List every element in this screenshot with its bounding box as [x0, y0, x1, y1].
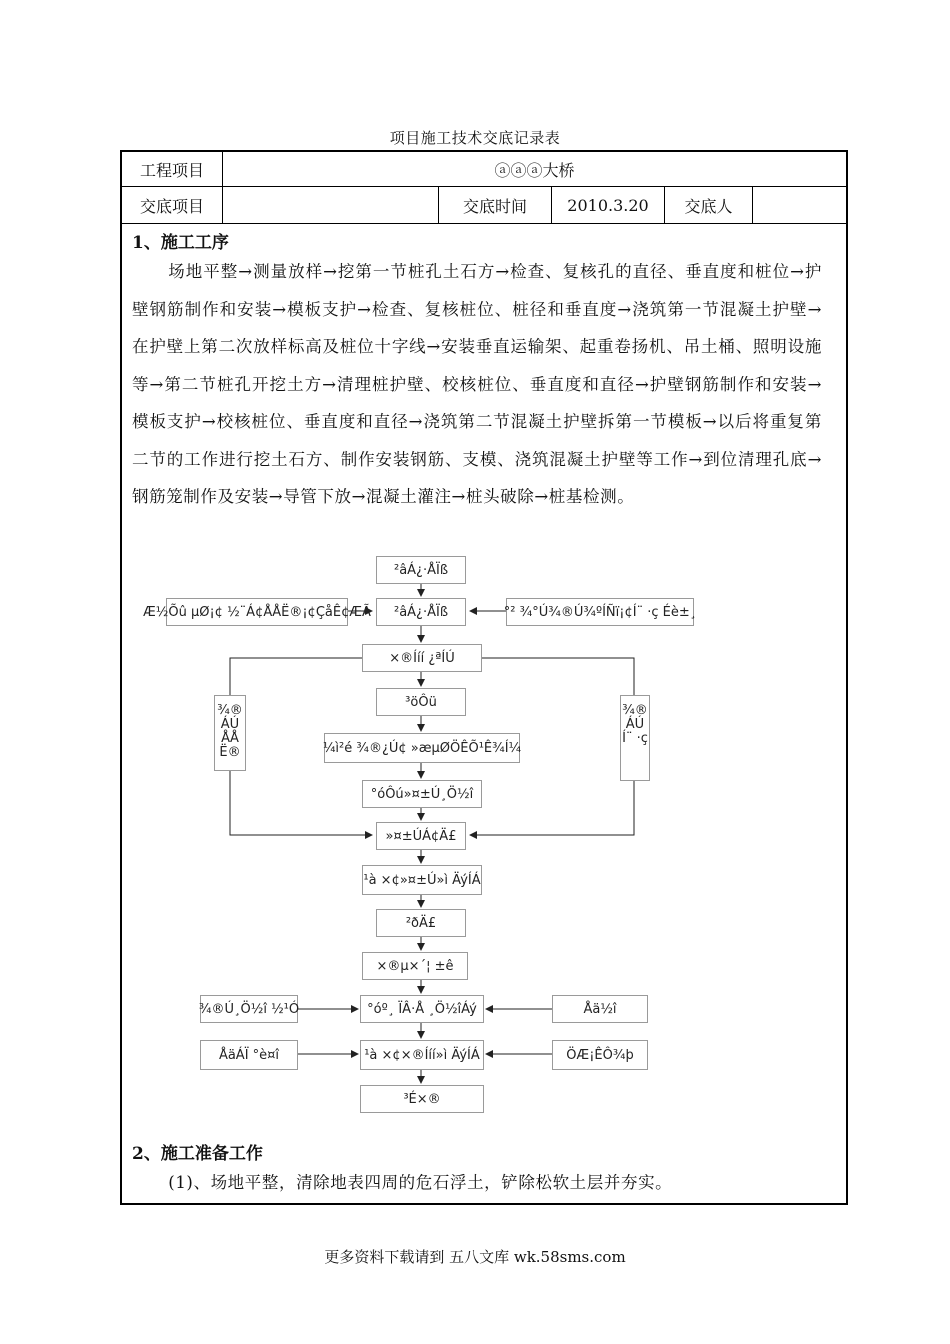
- document-title: 项目施工技术交底记录表: [389, 129, 561, 147]
- flow-box-strip: ²ðÄ£: [376, 909, 466, 937]
- item-value: [223, 187, 439, 223]
- flow-box-mix: ÅäÁÏ °è¤î: [200, 1040, 298, 1070]
- flow-box-pour-pile: ¹à ×¢×®Ííí»ì ÄýÍÁ: [360, 1040, 484, 1070]
- section1-heading: 1、施工工序: [132, 233, 229, 253]
- section2-item1: (1)、场地平整，清除地表四周的危石浮土，铲除松软土层并夯实。: [168, 1173, 673, 1192]
- flow-box-weld: ¾®Ú¸Ö½î ½¹Ó: [200, 995, 298, 1023]
- flow-box-survey-2: ²âÁ¿·ÅÏß: [376, 598, 466, 626]
- item-label: 交底项目: [122, 187, 223, 223]
- flow-box-test: ÖÆ¡ÊÔ¾þ: [552, 1040, 648, 1070]
- flow-box-survey-1: ²âÁ¿·ÅÏß: [376, 556, 466, 584]
- person-value: [753, 187, 846, 223]
- flow-box-finish: ³É×®: [360, 1085, 484, 1113]
- flow-box-rebar: °óÔú»¤±Ú¸Ö½î: [362, 780, 482, 808]
- project-label: 工程项目: [122, 152, 223, 186]
- header-row-item: [122, 187, 846, 224]
- flow-box-bottom: ×®µ×´¦ ±ê: [362, 952, 468, 980]
- section1-paragraph: 场地平整→测量放样→挖第一节桩孔土石方→检查、复核孔的直径、垂直度和桩位→护壁钢筋制作和安装→模板支护→检查、复核桩位、桩径和垂直度→浇筑第一节混凝土护壁→在护壁上第二次放样标高及桩位十字线→安装垂直运输架、起重卷扬机、吊土桶、照明设施等→第二节桩孔开挖土方→清理桩护壁、校核桩位、垂直度和直径→护壁钢筋制作和安装→模板支护→校核桩位、垂直度和直径→浇筑第二节混凝土护壁拆第一节模板→以后将重复第二节的工作进行挖土石方、制作安装钢筋、支模、浇筑混凝土护壁等工作→到位清理孔底→钢筋笼制作及安装→导管下放→混凝土灌注→桩头破除→桩基检测。: [132, 262, 822, 506]
- flow-box-ventilation: ¾® ÁÚ Í¨ ·ç: [620, 695, 650, 781]
- time-label: 交底时间: [439, 187, 552, 223]
- flow-box-drainage: ¾® ÁÚ ÅÅ Ë®: [214, 695, 246, 771]
- flow-box-equipment: °² ¾°Ú¾®Ú¾ºÍÑï¡¢Í¨ ·ç Éè±¸: [506, 598, 694, 626]
- flow-box-inspect: ¼ì²é ¾®¿Ú¢ »æµØÖÊÕ¹Ê¾Í¼: [324, 733, 520, 763]
- footer-note: 更多资料下载请到 五八文库 wk.58sms.com: [324, 1248, 626, 1266]
- time-value: 2010.3.20: [552, 187, 665, 223]
- section2-heading: 2、施工准备工作: [132, 1144, 263, 1164]
- flow-box-site-prep: Æ½Õû µØ¡¢ ½¨Á¢ÅÅË®¡¢ÇåÊ¢ÆÃ: [166, 598, 348, 626]
- header-row-project: [122, 152, 846, 187]
- flow-box-muck: ³öÔü: [376, 688, 466, 716]
- flow-box-formwork: »¤±ÚÁ¢Ä£: [376, 822, 466, 850]
- flow-box-pour-wall: ¹à ×¢»¤±Ú»ì ÄýÍÁ: [362, 865, 482, 895]
- flow-box-excavate: ×®Ííí ¿ªÍÚ: [362, 644, 482, 672]
- project-value: ⓐⓐⓐ大桥: [494, 160, 575, 180]
- person-label: 交底人: [665, 187, 753, 223]
- flow-box-cage: °óº¸ ÏÂ·Å ¸Ö½îÁý: [360, 995, 484, 1023]
- flow-box-bar-match: Åä½î: [552, 995, 648, 1023]
